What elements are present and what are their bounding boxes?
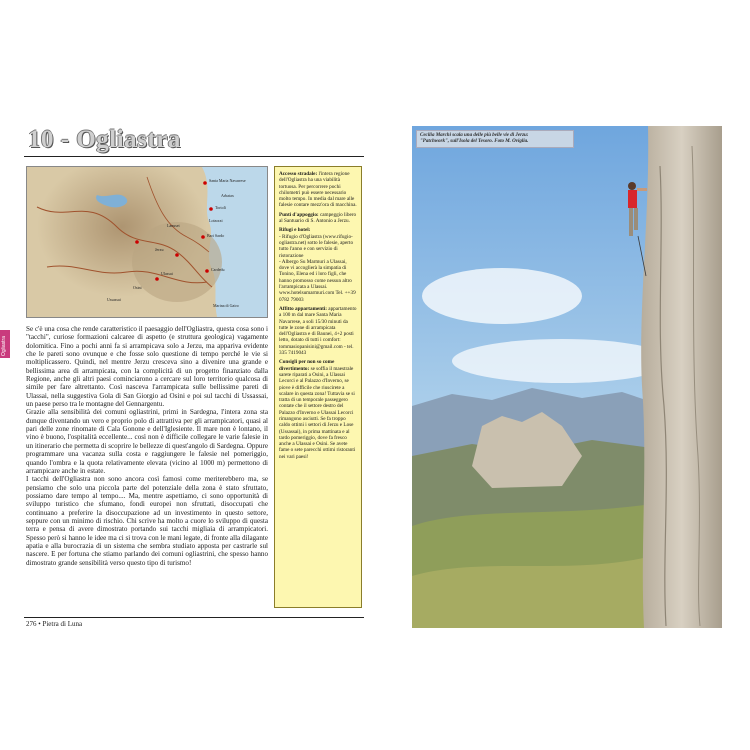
sidebox-text: campeggio libero al Santuario di S. Antonio a Jerzu.: [279, 211, 357, 225]
photo-caption: [416, 130, 574, 148]
caption-line: "Patchwork", sull'Isola del Tesoro. Foto M. Oviglia.: [420, 139, 529, 144]
footer-rule: [24, 617, 364, 618]
climber-torso: [628, 190, 637, 208]
sidebox-text: appartamento a 100 m dal mare Santa Maria Navarrese, a soli 15/30 minuti da tutte le zone di arrampicata dell'Ogliastra e di Baunei, 4+2 posti letto, dotato di tutti i comfort: tommasiopanisini@gmail.com - tel. 335 7419043: [279, 305, 357, 357]
body-paragraph: Se c'è una cosa che rende caratteristico il paesaggio dell'Ogliastra, questa cosa sono i "tacchi", curiose formazioni calcaree di aspetto (e struttura geologica) vagamente dolomitica. Fino a pochi anni fa si arrampicava solo a Jerzu, ma appariva evidente che le pareti sono ovunque e che fosse solo questione di tempo perché le vie si moltiplicassero. Quindi, nel mentre Jerzu cresceva sino a divenire una grande e bellissima area di arrampicata, con la complicità di un progetto finanziato dalla Regione, anche gli altri paesi cominciarono a cercare sul loro territorio qualcosa di simile per fare altrettanto. Così nasceva l'arrampicata sulle bellissime pareti di Ulassai, nella suggestiva Gola di San Giorgio ad Osini e poi sul tacchi di Ussassai, un paese perso tra le montagne del Gennargentu.: [26, 325, 268, 409]
caption-line: Cecilia Marchi scala una delle più belle vie di Jerzu:: [420, 133, 529, 138]
map-town-marker: [175, 253, 179, 257]
climbing-photo: [412, 126, 722, 628]
sidebox-heading: Rifugi e hotel:: [279, 227, 311, 234]
area-map: [26, 166, 268, 318]
body-text: [26, 325, 268, 610]
cloud: [422, 268, 582, 324]
body-paragraph: Grazie alla sensibilità dei comuni ogliastrini, primi in Sardegna, l'intera zona sta dunque diventando un vero e proprio polo di attrattiva per gli arrampicatori, quasi al pari delle zone rinomate di Cala Gonone e dell'Iglesiente. Il mare non è lontano, il vino è buono, l'ospitalità eccellente... così non è difficile collegare le varie falesie in un itinerario che permetta di scoprire le bellezze di quest'angolo di Sardegna. Oppure programmare una vacanza sulla costa e raggiungere le falesie nel pomeriggio, quando l'ombra e la quota relativamente elevata (vicino al 1000 m) permettono di arrampicare anche in estate.: [26, 408, 268, 475]
map-label: Lotzorai: [209, 218, 223, 223]
title-rule: [24, 156, 364, 157]
climber-leg: [634, 208, 638, 230]
map-label: Marina di Gairo: [213, 303, 239, 308]
map-label: Ulassai: [161, 271, 173, 276]
info-sidebox: [274, 166, 362, 608]
sidebox-heading: Accesso stradale:: [279, 171, 318, 177]
climber-leg: [629, 208, 633, 236]
climber-head: [628, 182, 636, 190]
map-label: Osini: [133, 285, 142, 290]
map-town-marker: [155, 277, 159, 281]
section-side-tab: [0, 330, 10, 358]
sidebox-text: - Rifugio d'Ogliastra (www.rifugio-ogliastra.net) sotto le falesie, aperto tutto l'anno e con servizio di ristorazione: [279, 233, 354, 259]
side-tab-label: Ogliastra: [1, 335, 7, 356]
map-label: Bari Sardo: [207, 233, 225, 238]
map-town-marker: [201, 235, 205, 239]
map-graphic: [27, 167, 267, 317]
body-paragraph: I tacchi dell'Ogliastra non sono ancora così famosi come meriterebbero ma, se pensiamo che solo una piccola parte del potenziale della zona è stato sfruttato, possiamo dare tempo al tempo.... Ma, mentre aspettiamo, ci sono opportunità di sviluppo turistico che sfumano, fondi europei non sfruttati, disoccupati che continuano a preferire la disoccupazione ad un investimento in questo settore, seppure con un minimo di rischio. Chi scrive ha molto a cuore lo sviluppo di questa terra e pensa di avere dimostrato portando sui tacchi migliaia di arrampicatori. Spesso però si hanno le idee ma ci si trova con le mani legate, di fronte alla dilagante apatia e alla burocrazia di un sistema che sembra studiato apposta per castrarle sul nascere. E per fortuna che stiamo parlando dei comuni ogliastrini, che spesso hanno dimostrato grande sensibilità verso questo tipo di turismo!: [26, 475, 268, 567]
sidebox-heading: Affitto appartamenti:: [279, 305, 327, 312]
sidebox-heading: Punti d'appoggio:: [279, 211, 319, 218]
map-label: Jerzu: [155, 247, 164, 252]
map-label: Lanusei: [167, 223, 180, 228]
sidebox-heading: Consigli per non so come divertimento:: [279, 359, 335, 372]
chapter-title: 10 - Ogliastra: [28, 126, 181, 153]
cloud: [452, 339, 672, 383]
map-town-marker: [135, 240, 139, 244]
sidebox-text: se soffia il maestrale sarete riparati a Osini, a Ulassai Lecorci e al Palazzo d'Inverno, se piove è difficile che riuscirete a scalare in questa zona! Tuttavia se si tratta di un temporale passeggero contate che il settore destro del Palazzo d'Inverno e Ulassai Lecorci rimangono asciutti. Se fa troppo caldo ottimi i settori di Jerzu e Lose (Ussassai), in prima mattinata e al tardo pomeriggio, dove fa fresco anche a Ulassai e Osini. Se avete fame o sete parecchi ottimi ristoranti nei vari paesi!: [279, 365, 356, 460]
map-label: Arbatax: [221, 193, 234, 198]
map-town-marker: [203, 181, 207, 185]
map-town-marker: [205, 269, 209, 273]
limestone-wall: [641, 126, 722, 628]
page-folio: 276 • Pietra di Luna: [26, 620, 83, 628]
map-town-marker: [209, 207, 213, 211]
sidebox-text: l'intera regione dell'Ogliastra ha una viabilità tortuosa. Per percorrere pochi chilometri può essere necessario molto tempo. In media dal mare alle falesie contare mezz'ora di macchina.: [279, 171, 357, 209]
map-label: Ussassai: [107, 297, 121, 302]
sidebox-text: - Albergo Su Marmuri a Ulassai, dove vi accoglierà la simpatia di Tonino, Elena ed i loro figli, che hanno promosso come nessun altro l'arrampicata a Ulassai. www.hotelsumarmuri.com Tel. ++39 0782 79003: [279, 258, 356, 303]
map-label: Cardedu: [211, 267, 225, 272]
map-label: Santa Maria Navarrese: [209, 178, 246, 183]
photo-graphic: [412, 126, 722, 628]
map-label: Tortolì: [215, 205, 226, 210]
climber-arm: [637, 188, 647, 191]
